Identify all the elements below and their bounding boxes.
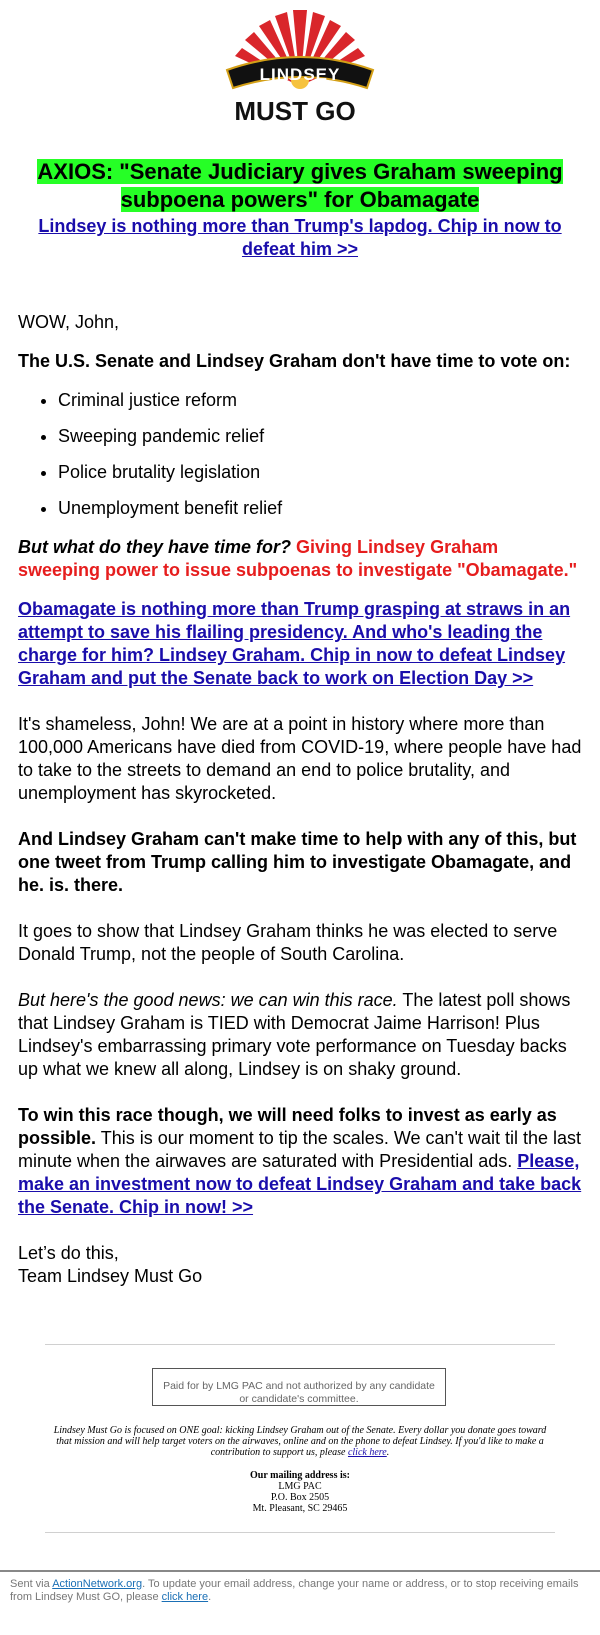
mailing-line3: Mt. Pleasant, SC 29465 — [252, 1503, 348, 1514]
lindsey-must-go-logo — [215, 8, 385, 132]
lapdog-donate-link[interactable]: Lindsey is nothing more than Trump's lapdog. Chip in now to defeat him >> — [38, 216, 562, 259]
list-item: • Unemployment benefit relief — [58, 497, 584, 520]
win-bold: To win this race though, we will need folks to invest as early as possible. — [18, 1105, 557, 1148]
serve-paragraph: It goes to show that Lindsey Graham thinks he was elected to serve Donald Trump, not the people of South Carolina. — [18, 921, 558, 964]
shameless-paragraph: It's shameless, John! We are at a point in history where more than 100,000 Americans have died from COVID-19, where people have had to take to the streets to demand an end to police brutality, and unemployment has skyrocketed. — [18, 714, 582, 803]
mailing-line1: LMG PAC — [278, 1481, 322, 1492]
good-news-italic: But here's the good news: we can win this race. — [18, 990, 398, 1010]
good-news-paragraph — [18, 989, 584, 1081]
obamagate-donate-link[interactable]: Obamagate is nothing more than Trump grasping at straws in an attempt to save his flailing presidency. And who's leading the charge for him? Lindsey Graham. Chip in now to defeat Lindsey Graham and put the Senate back to work on Election Day >> — [18, 599, 571, 688]
lapdog-donate-link-wrap — [18, 215, 582, 261]
list-item: • Police brutality legislation — [58, 461, 584, 484]
list-item: • Sweeping pandemic relief — [58, 425, 584, 448]
obamagate-paragraph — [18, 598, 584, 690]
actionnetwork-link[interactable]: ActionNetwork.org — [52, 1578, 143, 1590]
footer-rule — [0, 1570, 600, 1572]
win-rest: This is our moment to tip the scales. We can't wait til the last minute when the airwaves are saturated with Presidential ads. — [18, 1128, 582, 1171]
greeting: WOW, John, — [18, 312, 120, 332]
logo-name-top: LINDSEY — [259, 65, 341, 84]
signoff-line2: Team Lindsey Must Go — [18, 1266, 203, 1286]
intro-statement: The U.S. Senate and Lindsey Graham don't have time to vote on: — [18, 351, 571, 371]
paid-for-disclaimer: Paid for by LMG PAC and not authorized by any candidate or candidate's committee. — [152, 1368, 446, 1406]
question-paragraph — [18, 536, 584, 582]
mailing-label: Our mailing address is: — [250, 1470, 350, 1481]
list-item: • Criminal justice reform — [58, 389, 584, 412]
divider-top — [45, 1344, 555, 1345]
question-italic: But what do they have time for? — [18, 537, 292, 557]
logo-name-bottom: MUST GO — [234, 96, 356, 126]
issues-list — [18, 389, 584, 520]
email-body — [18, 311, 584, 1288]
footer: Sent via ActionNetwork.org. To update your email address, change your name or address, or to stop receiving emails from Lindsey Must GO, please click here. — [10, 1578, 579, 1603]
good-news-rest: The latest poll shows that Lindsey Graham is TIED with Democrat Jaime Harrison! Plus Lindsey's embarrassing primary vote performance on Tuesday backs up what we knew all along, Lindsey is on shaky ground. — [18, 990, 571, 1079]
mailing-line2: P.O. Box 2505 — [270, 1492, 330, 1503]
win-paragraph — [18, 1104, 584, 1219]
invest-donate-link[interactable]: Please, make an investment now to defeat Lindsey Graham and take back the Senate. Chip in now! >> — [18, 1151, 582, 1217]
headline — [18, 158, 582, 214]
bold-paragraph: And Lindsey Graham can't make time to help with any of this, but one tweet from Trump calling him to investigate Obamagate, and he. is. there. — [18, 829, 577, 895]
divider-bottom — [45, 1532, 555, 1533]
question-red-text: Giving Lindsey Graham sweeping power to issue subpoenas to investigate "Obamagate." — [18, 537, 578, 580]
mission-click-here-link[interactable]: click here — [347, 1447, 387, 1458]
mailing-address — [150, 1470, 450, 1514]
unsubscribe-link[interactable]: click here — [161, 1591, 209, 1603]
headline-highlight: AXIOS: "Senate Judiciary gives Graham sweeping subpoena powers" for Obamagate — [37, 159, 563, 212]
mission-statement: Lindsey Must Go is focused on ONE goal: kicking Lindsey Graham out of the Senate. Every dollar you donate goes toward that mission and will help target voters on the airwaves, online and on the phone to defeat Lindsey. If you'd like to make a contribution to support us, please click here. — [53, 1425, 547, 1458]
signoff-line1: Let’s do this, — [18, 1243, 119, 1263]
